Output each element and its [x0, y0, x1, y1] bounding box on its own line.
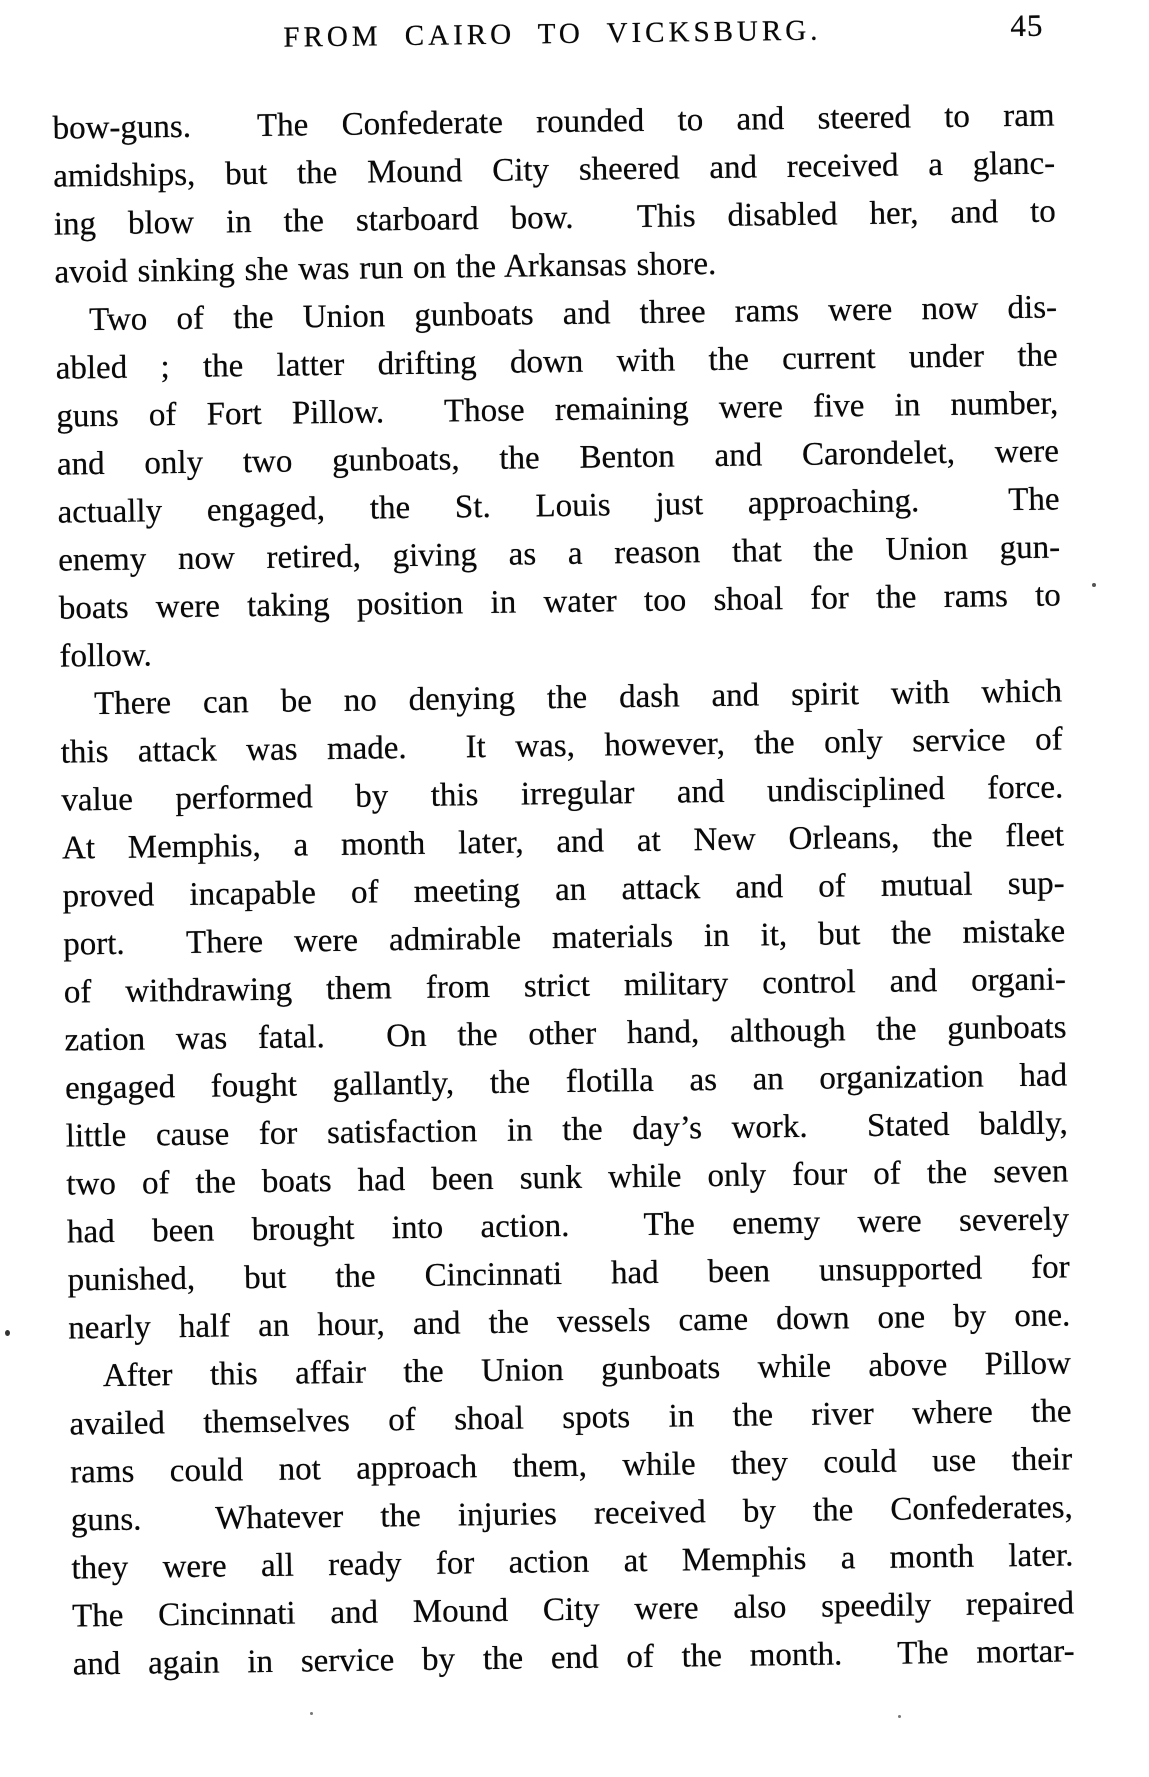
text-line: value performed by this irregular and undisciplined force.: [61, 769, 1064, 819]
text-line: engaged fought gallantly, the flotilla as an organization had: [64, 1057, 1068, 1107]
text-line: and again in service by the end of the month. The mortar-: [72, 1633, 1075, 1683]
text-line: actually engaged, the St. Louis just approaching. The: [57, 481, 1060, 531]
text-line: The Cincinnati and Mound City were also speedily repaired: [71, 1585, 1075, 1635]
scanned-page: [51, 0, 1075, 1688]
paragraph: [60, 667, 1071, 1352]
text-line: ing blow in the starboard bow. This disabled her, and to: [53, 193, 1056, 243]
scan-speck: [898, 1715, 901, 1718]
scan-speck: [5, 1330, 10, 1336]
paragraph: [52, 92, 1056, 297]
text-line: little cause for satisfaction in the day’s work. Stated baldly,: [65, 1105, 1068, 1155]
scan-speck: [1092, 583, 1096, 587]
text-line: port. There were admirable materials in it, but the mistake: [63, 913, 1066, 963]
paragraph: [69, 1339, 1075, 1688]
text-line: There can be no denying the dash and spirit with which: [93, 673, 1063, 723]
text-line: proved incapable of meeting an attack and of mutual sup-: [62, 865, 1065, 915]
text-line: Two of the Union gunboats and three rams were now dis-: [88, 289, 1058, 339]
text-line: boats were taking position in water too shoal for the rams to: [58, 577, 1062, 627]
text-line: two of the boats had been sunk while only four of the seven: [66, 1153, 1069, 1203]
text-line: nearly half an hour, and the vessels came down one by one.: [68, 1297, 1071, 1347]
text-line: avoid sinking she was run on the Arkansas shore.: [54, 245, 717, 291]
text-line: guns of Fort Pillow. Those remaining were five in number,: [56, 385, 1059, 435]
text-line: amidships, but the Mound City sheered and received a glanc-: [52, 145, 1056, 195]
text-line: punished, but the Cincinnati had been unsupported for: [67, 1249, 1070, 1299]
paragraph: [55, 283, 1062, 680]
text-line: follow.: [59, 637, 152, 675]
text-line: of withdrawing them from strict military control and organi-: [63, 961, 1067, 1011]
running-header: FROM CAIRO TO VICKSBURG.: [283, 14, 822, 54]
text-line: this attack was made. It was, however, the only service of: [60, 721, 1063, 771]
text-line: zation was fatal. On the other hand, although the gunboats: [64, 1009, 1067, 1059]
page-number: 45: [1010, 7, 1044, 44]
text-line: guns. Whatever the injuries received by the Confederates,: [70, 1489, 1073, 1539]
text-line: enemy now retired, giving as a reason that the Union gun-: [58, 529, 1061, 579]
text-line: availed themselves of shoal spots in the river where the: [69, 1393, 1072, 1443]
text-line: they were all ready for action at Memphis a month later.: [71, 1537, 1074, 1587]
text-line: abled ; the latter drifting down with the current under the: [55, 337, 1058, 387]
text-line: rams could not approach them, while they could use their: [69, 1441, 1073, 1491]
scan-speck: [310, 1712, 313, 1715]
text-line: bow-guns. The Confederate rounded to and steered to ram: [52, 97, 1055, 147]
text-line: and only two gunboats, the Benton and Carondelet, were: [56, 433, 1060, 483]
text-line: had been brought into action. The enemy were severely: [66, 1201, 1070, 1251]
page-header: [51, 8, 1053, 61]
text-line: After this affair the Union gunboats while above Pillow: [102, 1345, 1072, 1395]
text-line: At Memphis, a month later, and at New Orleans, the fleet: [61, 817, 1065, 867]
